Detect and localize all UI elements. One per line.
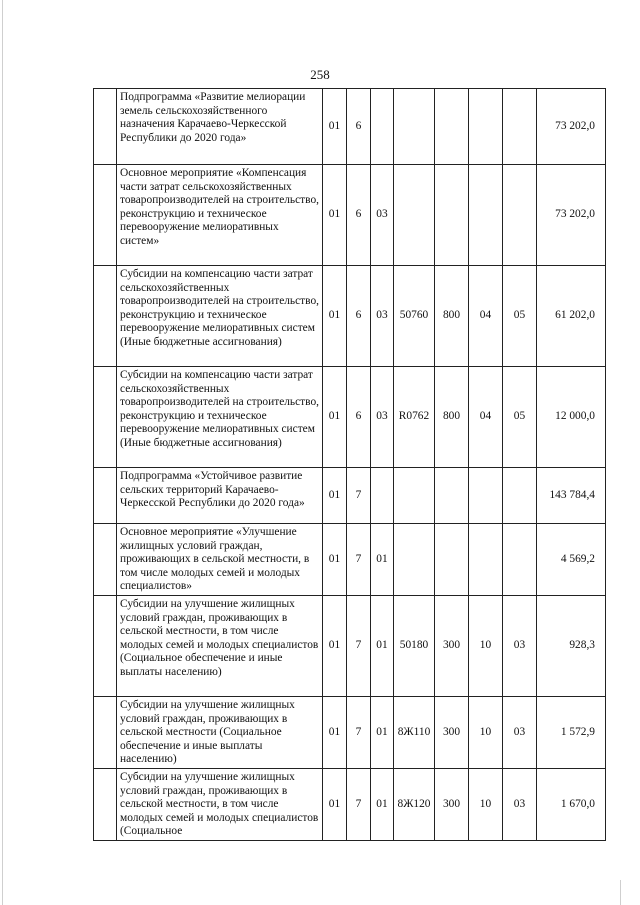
table-row — [94, 769, 606, 841]
code-cell-c4: 8Ж120 — [394, 769, 435, 841]
code-cell-c4: 50180 — [394, 596, 435, 697]
code-cell-c1: 01 — [323, 165, 347, 266]
code-cell-c1: 01 — [323, 769, 347, 841]
code-cell-c6: 10 — [469, 769, 503, 841]
code-cell-c4 — [394, 524, 435, 596]
code-cell-c3 — [371, 468, 394, 524]
amount-cell: 1 572,9 — [537, 697, 606, 769]
code-cell-c1: 01 — [323, 89, 347, 165]
description-cell: Субсидии на компенсацию части затрат сельскохозяйственных товаропроизводителей на строительство, реконструкцию и техническое перевооружение мелиоративных систем (Иные бюджетные ассигнования) — [117, 266, 323, 367]
code-cell-c2: 6 — [347, 266, 371, 367]
code-cell-c7 — [503, 524, 537, 596]
code-cell-c5: 800 — [435, 367, 469, 468]
code-cell-c1: 01 — [323, 596, 347, 697]
description-cell: Основное мероприятие «Компенсация части затрат сельскохозяйственных товаропроизводителей на строительство, реконструкцию и техническое перевооружение мелиоративных систем» — [117, 165, 323, 266]
code-cell-c3: 01 — [371, 596, 394, 697]
code-cell-c5: 300 — [435, 769, 469, 841]
code-cell-c6: 04 — [469, 266, 503, 367]
code-cell-c7: 03 — [503, 769, 537, 841]
code-cell-c5: 300 — [435, 697, 469, 769]
code-cell-c6 — [469, 468, 503, 524]
code-cell-c7 — [503, 468, 537, 524]
code-cell-c7 — [503, 165, 537, 266]
table-row — [94, 596, 606, 697]
code-cell-c7: 03 — [503, 697, 537, 769]
amount-cell: 928,3 — [537, 596, 606, 697]
code-cell-c3: 01 — [371, 769, 394, 841]
budget-table — [93, 88, 606, 841]
table-row — [94, 468, 606, 524]
code-cell-c5: 300 — [435, 596, 469, 697]
amount-cell: 4 569,2 — [537, 524, 606, 596]
index-cell — [94, 367, 117, 468]
scan-edge-mark — [2, 0, 3, 905]
table-row — [94, 524, 606, 596]
code-cell-c6: 10 — [469, 596, 503, 697]
scan-edge-mark — [620, 880, 621, 905]
code-cell-c2: 7 — [347, 697, 371, 769]
description-cell: Субсидии на улучшение жилищных условий граждан, проживающих в сельской местности, в том числе молодых семей и молодых специалистов (Социальное — [117, 769, 323, 841]
amount-cell: 73 202,0 — [537, 89, 606, 165]
amount-cell: 1 670,0 — [537, 769, 606, 841]
index-cell — [94, 89, 117, 165]
code-cell-c1: 01 — [323, 367, 347, 468]
index-cell — [94, 697, 117, 769]
description-cell: Субсидии на улучшение жилищных условий граждан, проживающих в сельской местности (Социальное обеспечение и иные выплаты населению) — [117, 697, 323, 769]
code-cell-c5 — [435, 165, 469, 266]
code-cell-c5 — [435, 468, 469, 524]
code-cell-c3: 03 — [371, 367, 394, 468]
code-cell-c1: 01 — [323, 266, 347, 367]
code-cell-c2: 7 — [347, 524, 371, 596]
description-cell: Субсидии на компенсацию части затрат сельскохозяйственных товаропроизводителей на строительство, реконструкцию и техническое перевооружение мелиоративных систем (Иные бюджетные ассигнования) — [117, 367, 323, 468]
code-cell-c2: 7 — [347, 769, 371, 841]
amount-cell: 143 784,4 — [537, 468, 606, 524]
code-cell-c1: 01 — [323, 524, 347, 596]
code-cell-c5: 800 — [435, 266, 469, 367]
code-cell-c4 — [394, 89, 435, 165]
index-cell — [94, 524, 117, 596]
code-cell-c6 — [469, 165, 503, 266]
code-cell-c4 — [394, 468, 435, 524]
code-cell-c2: 6 — [347, 367, 371, 468]
code-cell-c5 — [435, 524, 469, 596]
code-cell-c2: 6 — [347, 89, 371, 165]
page-number: 258 — [310, 67, 330, 82]
code-cell-c6 — [469, 89, 503, 165]
code-cell-c3: 03 — [371, 266, 394, 367]
code-cell-c4: R0762 — [394, 367, 435, 468]
code-cell-c3: 01 — [371, 524, 394, 596]
code-cell-c6: 10 — [469, 697, 503, 769]
code-cell-c7: 05 — [503, 367, 537, 468]
code-cell-c4: 8Ж110 — [394, 697, 435, 769]
code-cell-c2: 7 — [347, 468, 371, 524]
description-cell: Субсидии на улучшение жилищных условий граждан, проживающих в сельской местности, в том числе молодых семей и молодых специалистов (Социальное обеспечение и иные выплаты населению) — [117, 596, 323, 697]
amount-cell: 12 000,0 — [537, 367, 606, 468]
code-cell-c4 — [394, 165, 435, 266]
table-row — [94, 367, 606, 468]
index-cell — [94, 468, 117, 524]
code-cell-c6: 04 — [469, 367, 503, 468]
code-cell-c4: 50760 — [394, 266, 435, 367]
description-cell: Основное мероприятие «Улучшение жилищных условий граждан, проживающих в сельской местности, в том числе молодых семей и молодых специалистов» — [117, 524, 323, 596]
code-cell-c1: 01 — [323, 468, 347, 524]
code-cell-c5 — [435, 89, 469, 165]
table-row — [94, 165, 606, 266]
code-cell-c3: 03 — [371, 165, 394, 266]
table-row — [94, 697, 606, 769]
code-cell-c6 — [469, 524, 503, 596]
index-cell — [94, 769, 117, 841]
code-cell-c1: 01 — [323, 697, 347, 769]
amount-cell: 61 202,0 — [537, 266, 606, 367]
code-cell-c3 — [371, 89, 394, 165]
code-cell-c3: 01 — [371, 697, 394, 769]
code-cell-c7 — [503, 89, 537, 165]
code-cell-c2: 6 — [347, 165, 371, 266]
table-body — [94, 89, 606, 841]
index-cell — [94, 266, 117, 367]
table-row — [94, 266, 606, 367]
description-cell: Подпрограмма «Развитие мелиорации земель сельскохозяйственного назначения Карачаево-Черкесской Республики до 2020 года» — [117, 89, 323, 165]
amount-cell: 73 202,0 — [537, 165, 606, 266]
code-cell-c7: 05 — [503, 266, 537, 367]
description-cell: Подпрограмма «Устойчивое развитие сельских территорий Карачаево-Черкесской Республики до 2020 года» — [117, 468, 323, 524]
index-cell — [94, 165, 117, 266]
code-cell-c7: 03 — [503, 596, 537, 697]
index-cell — [94, 596, 117, 697]
table-row — [94, 89, 606, 165]
code-cell-c2: 7 — [347, 596, 371, 697]
